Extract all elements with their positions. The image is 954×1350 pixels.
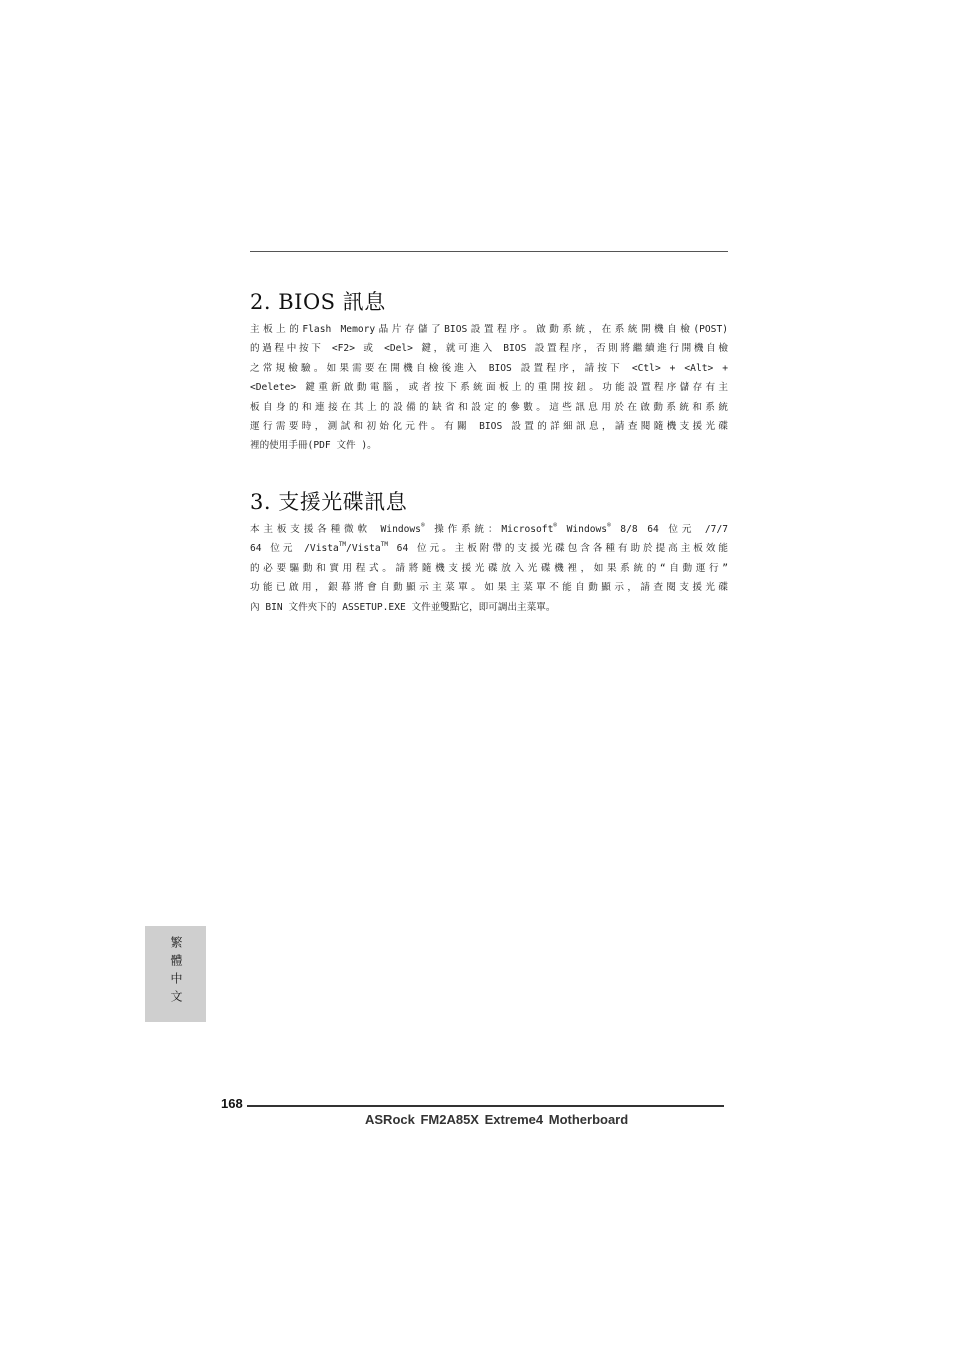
text-run: 8/8 64 位元 /7/7 [610, 524, 728, 535]
top-rule [250, 251, 728, 252]
page-number: 168 [221, 1096, 243, 1111]
paragraph-line: 內 BIN 文件夾下的 ASSETUP.EXE 文件並雙點它，即可調出主菜單。 [250, 601, 556, 613]
bios-paragraph [250, 320, 728, 456]
footer-title: ASRock FM2A85X Extreme4 Motherboard [365, 1112, 629, 1127]
paragraph-line: 之常規檢驗。如果需要在開機自檢後進入 BIOS 設置程序，請按下 <Ctl> + <Alt> + [250, 362, 728, 374]
footer-rule [247, 1105, 724, 1107]
paragraph-line [250, 520, 728, 539]
paragraph-line: <Delete> 鍵重新啟動電腦，或者按下系統面板上的重開按鈕。功能設置程序儲存有主 [250, 382, 728, 394]
language-side-tab [145, 926, 206, 1022]
registered-mark: ® [553, 522, 557, 529]
text-run: 操作系統：Microsoft [424, 524, 554, 535]
paragraph-line: 運行需要時，測試和初始化元件。有關 BIOS 設置的詳細訊息，請查閱隨機支援光碟 [250, 421, 728, 433]
trademark-mark: TM [338, 541, 347, 549]
text-run: 本主板支援各種微軟 Windows [250, 524, 421, 535]
language-tab-label: 繁體中文 [169, 936, 183, 1008]
paragraph-line: 主板上的Flash Memory晶片存儲了BIOS設置程序。啟動系統，在系統開機自檢(POST) [250, 324, 728, 335]
paragraph-line: 功能已啟用，銀幕將會自動顯示主菜單。如果主菜單不能自動顯示，請查閱支援光碟 [250, 582, 728, 594]
text-run: 64 位元。主板附帶的支援光碟包含各種有助於提高主板效能 [387, 543, 728, 555]
support-cd-paragraph [250, 520, 728, 617]
paragraph-line: 的必要驅動和實用程式。請將隨機支援光碟放入光碟機裡，如果系統的“自動運行” [250, 562, 728, 574]
section-heading-support-cd: 3. 支援光碟訊息 [250, 490, 408, 514]
paragraph-line: 的過程中按下 <F2> 或 <Del> 鍵，就可進入 BIOS 設置程序，否則將繼續進行開機自檢 [250, 343, 728, 355]
text-run: /Vista [346, 543, 381, 555]
paragraph-line [250, 539, 728, 558]
registered-mark: ® [420, 522, 425, 529]
paragraph-line: 板自身的和連接在其上的設備的缺省和設定的參數。這些訊息用於在啟動系統和系統 [250, 401, 728, 413]
section-heading-bios: 2. BIOS 訊息 [250, 290, 386, 314]
text-run: 64 位元 /Vista [250, 543, 339, 555]
paragraph-line: 裡的使用手冊(PDF 文件 )。 [250, 440, 377, 452]
text-run: Windows [557, 524, 608, 535]
trademark-mark: TM [380, 541, 388, 549]
registered-mark: ® [607, 522, 611, 529]
